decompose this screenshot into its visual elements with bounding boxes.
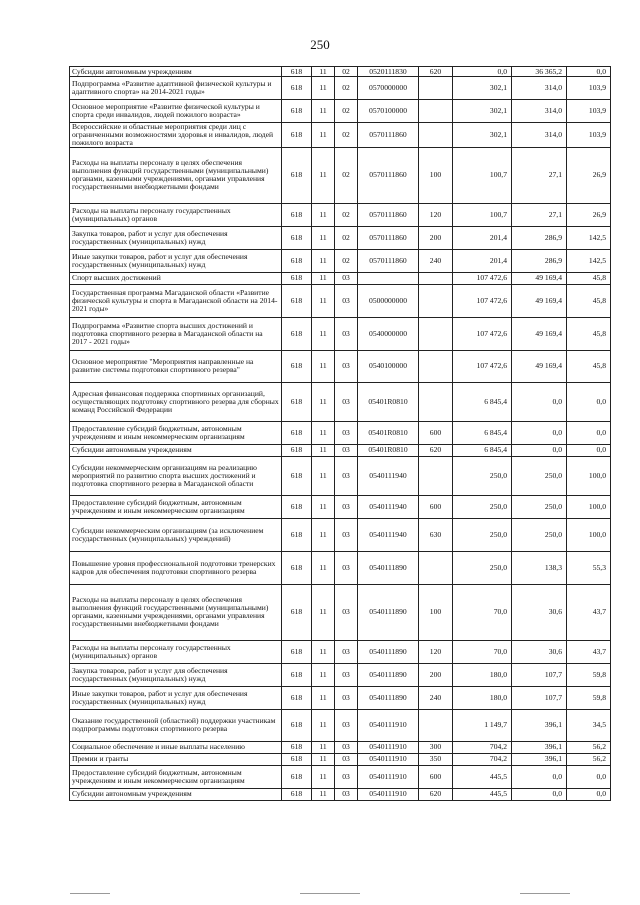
row-cs: 0540111890 <box>358 663 419 686</box>
row-cs: 0540000000 <box>358 317 419 350</box>
row-v3: 0,0 <box>567 788 611 800</box>
bottom-scan-mark <box>300 893 360 894</box>
row-cs: 0570100000 <box>358 100 419 123</box>
row-pr: 02 <box>335 77 358 100</box>
table-row <box>70 753 611 765</box>
row-v2: 27,1 <box>512 203 567 226</box>
row-gr: 618 <box>282 382 312 421</box>
row-v2: 30,6 <box>512 640 567 663</box>
row-vr <box>419 350 453 382</box>
row-name: Оказание государственной (областной) поддержки участникам подпрограммы подготовки спортивного резерва <box>70 709 282 741</box>
row-v3: 100,0 <box>567 456 611 495</box>
row-name: Спорт высших достижений <box>70 272 282 284</box>
row-rz: 11 <box>312 663 335 686</box>
row-gr: 618 <box>282 284 312 317</box>
row-gr: 618 <box>282 272 312 284</box>
row-rz: 11 <box>312 518 335 551</box>
row-cs: 0540111910 <box>358 741 419 753</box>
table-row <box>70 272 611 284</box>
row-v3: 103,9 <box>567 123 611 148</box>
row-rz: 11 <box>312 551 335 584</box>
row-vr <box>419 382 453 421</box>
row-gr: 618 <box>282 421 312 444</box>
row-gr: 618 <box>282 518 312 551</box>
row-name: Субсидии некоммерческим организациям на реализацию мероприятий по развитию спорта высших достижений и подготовка спортивного резерва в Магаданской области <box>70 456 282 495</box>
row-rz: 11 <box>312 421 335 444</box>
row-v3: 45,8 <box>567 284 611 317</box>
row-pr: 03 <box>335 686 358 709</box>
row-vr: 620 <box>419 788 453 800</box>
row-rz: 11 <box>312 203 335 226</box>
table-row <box>70 226 611 249</box>
table-row <box>70 788 611 800</box>
row-cs: 0540111940 <box>358 495 419 518</box>
row-v1: 6 845,4 <box>453 382 512 421</box>
row-vr: 620 <box>419 67 453 77</box>
row-v3: 142,5 <box>567 226 611 249</box>
row-name: Основное мероприятие «Развитие физической культуры и спорта среди инвалидов, людей пожилого возраста» <box>70 100 282 123</box>
row-rz: 11 <box>312 272 335 284</box>
table-row <box>70 147 611 203</box>
table-row <box>70 709 611 741</box>
row-gr: 618 <box>282 686 312 709</box>
row-v1: 100,7 <box>453 147 512 203</box>
row-v3: 55,3 <box>567 551 611 584</box>
row-pr: 02 <box>335 100 358 123</box>
row-gr: 618 <box>282 350 312 382</box>
row-name: Расходы на выплаты персоналу государственных (муниципальных) органов <box>70 640 282 663</box>
table-row <box>70 584 611 640</box>
row-pr: 03 <box>335 518 358 551</box>
row-v1: 6 845,4 <box>453 444 512 456</box>
row-name: Государственная программа Магаданской области «Развитие физической культуры и спорта в Магаданской области на 2014-2021 годы» <box>70 284 282 317</box>
row-vr: 350 <box>419 753 453 765</box>
table-row <box>70 249 611 272</box>
row-pr: 03 <box>335 584 358 640</box>
row-pr: 03 <box>335 640 358 663</box>
row-v3: 100,0 <box>567 518 611 551</box>
row-rz: 11 <box>312 284 335 317</box>
row-cs: 0570111860 <box>358 147 419 203</box>
row-name: Основное мероприятие "Мероприятия направленные на развитие системы подготовки спортивного резерва" <box>70 350 282 382</box>
row-v1: 70,0 <box>453 584 512 640</box>
row-v1: 250,0 <box>453 456 512 495</box>
table-row <box>70 317 611 350</box>
row-vr: 200 <box>419 226 453 249</box>
row-v1: 250,0 <box>453 551 512 584</box>
table-row <box>70 77 611 100</box>
row-rz: 11 <box>312 741 335 753</box>
row-pr: 03 <box>335 663 358 686</box>
row-cs: 0540111940 <box>358 456 419 495</box>
row-v1: 445,5 <box>453 765 512 788</box>
row-v3: 43,7 <box>567 640 611 663</box>
row-vr: 240 <box>419 249 453 272</box>
row-name: Предоставление субсидий бюджетным, автономным учреждениям и иным некоммерческим организациям <box>70 495 282 518</box>
row-vr: 120 <box>419 203 453 226</box>
row-v3: 45,8 <box>567 317 611 350</box>
row-v1: 180,0 <box>453 663 512 686</box>
row-name: Социальное обеспечение и иные выплаты населению <box>70 741 282 753</box>
row-v1: 201,4 <box>453 249 512 272</box>
row-name: Предоставление субсидий бюджетным, автономным учреждениям и иным некоммерческим организациям <box>70 765 282 788</box>
row-v3: 0,0 <box>567 421 611 444</box>
row-name: Подпрограмма «Развитие спорта высших достижений и подготовка спортивного резерва в Магаданской области на 2017 - 2021 годы» <box>70 317 282 350</box>
row-v1: 704,2 <box>453 741 512 753</box>
row-v2: 250,0 <box>512 456 567 495</box>
row-v2: 49 169,4 <box>512 284 567 317</box>
row-cs: 05401R0810 <box>358 444 419 456</box>
row-v1: 107 472,6 <box>453 272 512 284</box>
row-vr: 100 <box>419 584 453 640</box>
row-rz: 11 <box>312 317 335 350</box>
row-cs: 0520111830 <box>358 67 419 77</box>
row-cs: 0540111910 <box>358 709 419 741</box>
row-v3: 142,5 <box>567 249 611 272</box>
row-name: Расходы на выплаты персоналу государственных (муниципальных) органов <box>70 203 282 226</box>
row-vr: 120 <box>419 640 453 663</box>
row-v2: 314,0 <box>512 100 567 123</box>
row-v1: 107 472,6 <box>453 317 512 350</box>
row-gr: 618 <box>282 100 312 123</box>
row-rz: 11 <box>312 123 335 148</box>
row-vr <box>419 123 453 148</box>
table-row <box>70 100 611 123</box>
row-cs: 0540111910 <box>358 765 419 788</box>
row-v2: 314,0 <box>512 77 567 100</box>
row-cs: 0540111890 <box>358 640 419 663</box>
row-gr: 618 <box>282 147 312 203</box>
row-v2: 138,3 <box>512 551 567 584</box>
row-rz: 11 <box>312 67 335 77</box>
row-v3: 100,0 <box>567 495 611 518</box>
row-v3: 26,9 <box>567 147 611 203</box>
row-name: Закупка товаров, работ и услуг для обеспечения государственных (муниципальных) нужд <box>70 663 282 686</box>
row-cs: 0540111890 <box>358 686 419 709</box>
row-vr: 100 <box>419 147 453 203</box>
row-pr: 03 <box>335 765 358 788</box>
row-v1: 250,0 <box>453 518 512 551</box>
row-vr <box>419 272 453 284</box>
row-v1: 302,1 <box>453 77 512 100</box>
row-rz: 11 <box>312 100 335 123</box>
row-cs: 0540111910 <box>358 788 419 800</box>
row-pr: 03 <box>335 456 358 495</box>
row-pr: 03 <box>335 495 358 518</box>
row-v2: 49 169,4 <box>512 272 567 284</box>
row-name: Субсидии автономным учреждениям <box>70 444 282 456</box>
row-v2: 49 169,4 <box>512 350 567 382</box>
row-v1: 201,4 <box>453 226 512 249</box>
row-v3: 0,0 <box>567 382 611 421</box>
row-v3: 45,8 <box>567 350 611 382</box>
row-gr: 618 <box>282 249 312 272</box>
row-gr: 618 <box>282 226 312 249</box>
row-name: Подпрограмма «Развитие адаптивной физической культуры и адаптивного спорта» на 2014-2021 годы» <box>70 77 282 100</box>
row-rz: 11 <box>312 640 335 663</box>
row-pr: 02 <box>335 123 358 148</box>
bottom-scan-mark <box>70 893 110 894</box>
row-rz: 11 <box>312 753 335 765</box>
row-vr <box>419 709 453 741</box>
row-rz: 11 <box>312 147 335 203</box>
row-vr <box>419 284 453 317</box>
row-cs: 0570111860 <box>358 249 419 272</box>
row-v2: 286,9 <box>512 249 567 272</box>
row-gr: 618 <box>282 741 312 753</box>
row-pr: 03 <box>335 444 358 456</box>
row-v3: 26,9 <box>567 203 611 226</box>
row-v1: 302,1 <box>453 100 512 123</box>
row-cs: 0540100000 <box>358 350 419 382</box>
row-gr: 618 <box>282 317 312 350</box>
table-body <box>70 67 611 801</box>
budget-table <box>69 66 611 801</box>
row-vr: 240 <box>419 686 453 709</box>
row-v2: 396,1 <box>512 753 567 765</box>
row-v3: 59,8 <box>567 686 611 709</box>
row-vr <box>419 551 453 584</box>
table-row <box>70 444 611 456</box>
row-name: Субсидии автономным учреждениям <box>70 67 282 77</box>
row-v3: 0,0 <box>567 444 611 456</box>
row-pr: 03 <box>335 350 358 382</box>
row-rz: 11 <box>312 788 335 800</box>
row-name: Иные закупки товаров, работ и услуг для обеспечения государственных (муниципальных) нужд <box>70 249 282 272</box>
row-name: Премии и гранты <box>70 753 282 765</box>
row-cs: 0540111940 <box>358 518 419 551</box>
row-cs <box>358 272 419 284</box>
row-vr: 200 <box>419 663 453 686</box>
row-pr: 03 <box>335 284 358 317</box>
row-vr <box>419 456 453 495</box>
row-gr: 618 <box>282 753 312 765</box>
table-row <box>70 741 611 753</box>
row-rz: 11 <box>312 444 335 456</box>
row-v1: 1 149,7 <box>453 709 512 741</box>
row-rz: 11 <box>312 77 335 100</box>
row-gr: 618 <box>282 709 312 741</box>
row-name: Иные закупки товаров, работ и услуг для обеспечения государственных (муниципальных) нужд <box>70 686 282 709</box>
row-v2: 107,7 <box>512 663 567 686</box>
row-gr: 618 <box>282 663 312 686</box>
row-v3: 56,2 <box>567 753 611 765</box>
row-v3: 34,5 <box>567 709 611 741</box>
row-v2: 0,0 <box>512 765 567 788</box>
row-rz: 11 <box>312 382 335 421</box>
row-pr: 03 <box>335 421 358 444</box>
row-v1: 302,1 <box>453 123 512 148</box>
row-pr: 03 <box>335 551 358 584</box>
row-vr: 600 <box>419 765 453 788</box>
row-name: Адресная финансовая поддержка спортивных организаций, осуществляющих подготовку спортивного резерва для сборных команд Российской Федерации <box>70 382 282 421</box>
row-v2: 27,1 <box>512 147 567 203</box>
row-v2: 314,0 <box>512 123 567 148</box>
row-rz: 11 <box>312 709 335 741</box>
row-rz: 11 <box>312 765 335 788</box>
row-pr: 03 <box>335 709 358 741</box>
row-vr: 630 <box>419 518 453 551</box>
row-vr <box>419 77 453 100</box>
table-row <box>70 421 611 444</box>
row-v2: 0,0 <box>512 444 567 456</box>
row-v3: 0,0 <box>567 765 611 788</box>
row-rz: 11 <box>312 495 335 518</box>
table-row <box>70 551 611 584</box>
bottom-scan-mark <box>520 893 570 894</box>
row-pr: 02 <box>335 147 358 203</box>
row-v1: 180,0 <box>453 686 512 709</box>
row-rz: 11 <box>312 686 335 709</box>
page-number: 250 <box>310 37 330 52</box>
row-gr: 618 <box>282 77 312 100</box>
row-vr <box>419 317 453 350</box>
row-pr: 03 <box>335 741 358 753</box>
row-v1: 0,0 <box>453 67 512 77</box>
row-v3: 43,7 <box>567 584 611 640</box>
row-v1: 100,7 <box>453 203 512 226</box>
row-vr <box>419 100 453 123</box>
row-v3: 0,0 <box>567 67 611 77</box>
row-pr: 02 <box>335 203 358 226</box>
row-name: Субсидии некоммерческим организациям (за исключением государственных (муниципальных) учреждений) <box>70 518 282 551</box>
row-cs: 0540111890 <box>358 551 419 584</box>
row-pr: 03 <box>335 317 358 350</box>
row-v3: 56,2 <box>567 741 611 753</box>
row-name: Расходы на выплаты персоналу в целях обеспечения выполнения функций государственными (муниципальными) органами, казенными учреждениями, органами управления государственными внебюджетными фондами <box>70 584 282 640</box>
row-v2: 49 169,4 <box>512 317 567 350</box>
row-v1: 704,2 <box>453 753 512 765</box>
table-row <box>70 640 611 663</box>
row-name: Предоставление субсидий бюджетным, автономным учреждениям и иным некоммерческим организациям <box>70 421 282 444</box>
row-v1: 6 845,4 <box>453 421 512 444</box>
row-v2: 0,0 <box>512 788 567 800</box>
row-pr: 03 <box>335 788 358 800</box>
table-row <box>70 518 611 551</box>
row-cs: 0570111860 <box>358 123 419 148</box>
row-pr: 02 <box>335 67 358 77</box>
row-v1: 107 472,6 <box>453 284 512 317</box>
row-v2: 286,9 <box>512 226 567 249</box>
row-cs: 0500000000 <box>358 284 419 317</box>
row-gr: 618 <box>282 444 312 456</box>
table-row <box>70 686 611 709</box>
row-v1: 107 472,6 <box>453 350 512 382</box>
row-v2: 30,6 <box>512 584 567 640</box>
row-cs: 0570111860 <box>358 203 419 226</box>
table-row <box>70 456 611 495</box>
row-v2: 107,7 <box>512 686 567 709</box>
row-gr: 618 <box>282 495 312 518</box>
row-cs: 0570000000 <box>358 77 419 100</box>
row-v3: 103,9 <box>567 77 611 100</box>
row-v2: 396,1 <box>512 741 567 753</box>
row-v1: 250,0 <box>453 495 512 518</box>
row-rz: 11 <box>312 584 335 640</box>
row-v2: 250,0 <box>512 495 567 518</box>
row-gr: 618 <box>282 765 312 788</box>
row-vr: 300 <box>419 741 453 753</box>
row-cs: 0540111910 <box>358 753 419 765</box>
row-pr: 02 <box>335 249 358 272</box>
table-row <box>70 350 611 382</box>
row-vr: 620 <box>419 444 453 456</box>
row-v2: 0,0 <box>512 382 567 421</box>
table-row <box>70 67 611 77</box>
row-vr: 600 <box>419 421 453 444</box>
table-row <box>70 203 611 226</box>
row-gr: 618 <box>282 788 312 800</box>
row-cs: 05401R0810 <box>358 421 419 444</box>
row-name: Повышение уровня профессиональной подготовки тренерских кадров для обеспечения подготовки спортивного резерва <box>70 551 282 584</box>
table-row <box>70 663 611 686</box>
row-gr: 618 <box>282 584 312 640</box>
row-pr: 03 <box>335 382 358 421</box>
row-cs: 0540111890 <box>358 584 419 640</box>
row-gr: 618 <box>282 203 312 226</box>
row-gr: 618 <box>282 551 312 584</box>
row-v1: 70,0 <box>453 640 512 663</box>
table-row <box>70 382 611 421</box>
row-v2: 396,1 <box>512 709 567 741</box>
row-v2: 0,0 <box>512 421 567 444</box>
row-name: Закупка товаров, работ и услуг для обеспечения государственных (муниципальных) нужд <box>70 226 282 249</box>
row-rz: 11 <box>312 456 335 495</box>
row-pr: 02 <box>335 226 358 249</box>
row-gr: 618 <box>282 67 312 77</box>
row-v2: 250,0 <box>512 518 567 551</box>
table-row <box>70 765 611 788</box>
row-gr: 618 <box>282 640 312 663</box>
row-v1: 445,5 <box>453 788 512 800</box>
row-v3: 59,8 <box>567 663 611 686</box>
row-cs: 05401R0810 <box>358 382 419 421</box>
row-v3: 103,9 <box>567 100 611 123</box>
row-rz: 11 <box>312 350 335 382</box>
row-rz: 11 <box>312 226 335 249</box>
row-name: Расходы на выплаты персоналу в целях обеспечения выполнения функций государственными (муниципальными) органами, казенными учреждениями, органами управления государственными внебюджетными фондами <box>70 147 282 203</box>
row-v2: 36 365,2 <box>512 67 567 77</box>
table-row <box>70 123 611 148</box>
row-gr: 618 <box>282 456 312 495</box>
row-pr: 03 <box>335 272 358 284</box>
table-row <box>70 284 611 317</box>
row-v3: 45,8 <box>567 272 611 284</box>
row-rz: 11 <box>312 249 335 272</box>
row-name: Всероссийские и областные мероприятия среди лиц с ограниченными возможностями здоровья и инвалидов, людей пожилого возраста <box>70 123 282 148</box>
row-gr: 618 <box>282 123 312 148</box>
table-row <box>70 495 611 518</box>
row-pr: 03 <box>335 753 358 765</box>
row-name: Субсидии автономным учреждениям <box>70 788 282 800</box>
row-cs: 0570111860 <box>358 226 419 249</box>
row-vr: 600 <box>419 495 453 518</box>
